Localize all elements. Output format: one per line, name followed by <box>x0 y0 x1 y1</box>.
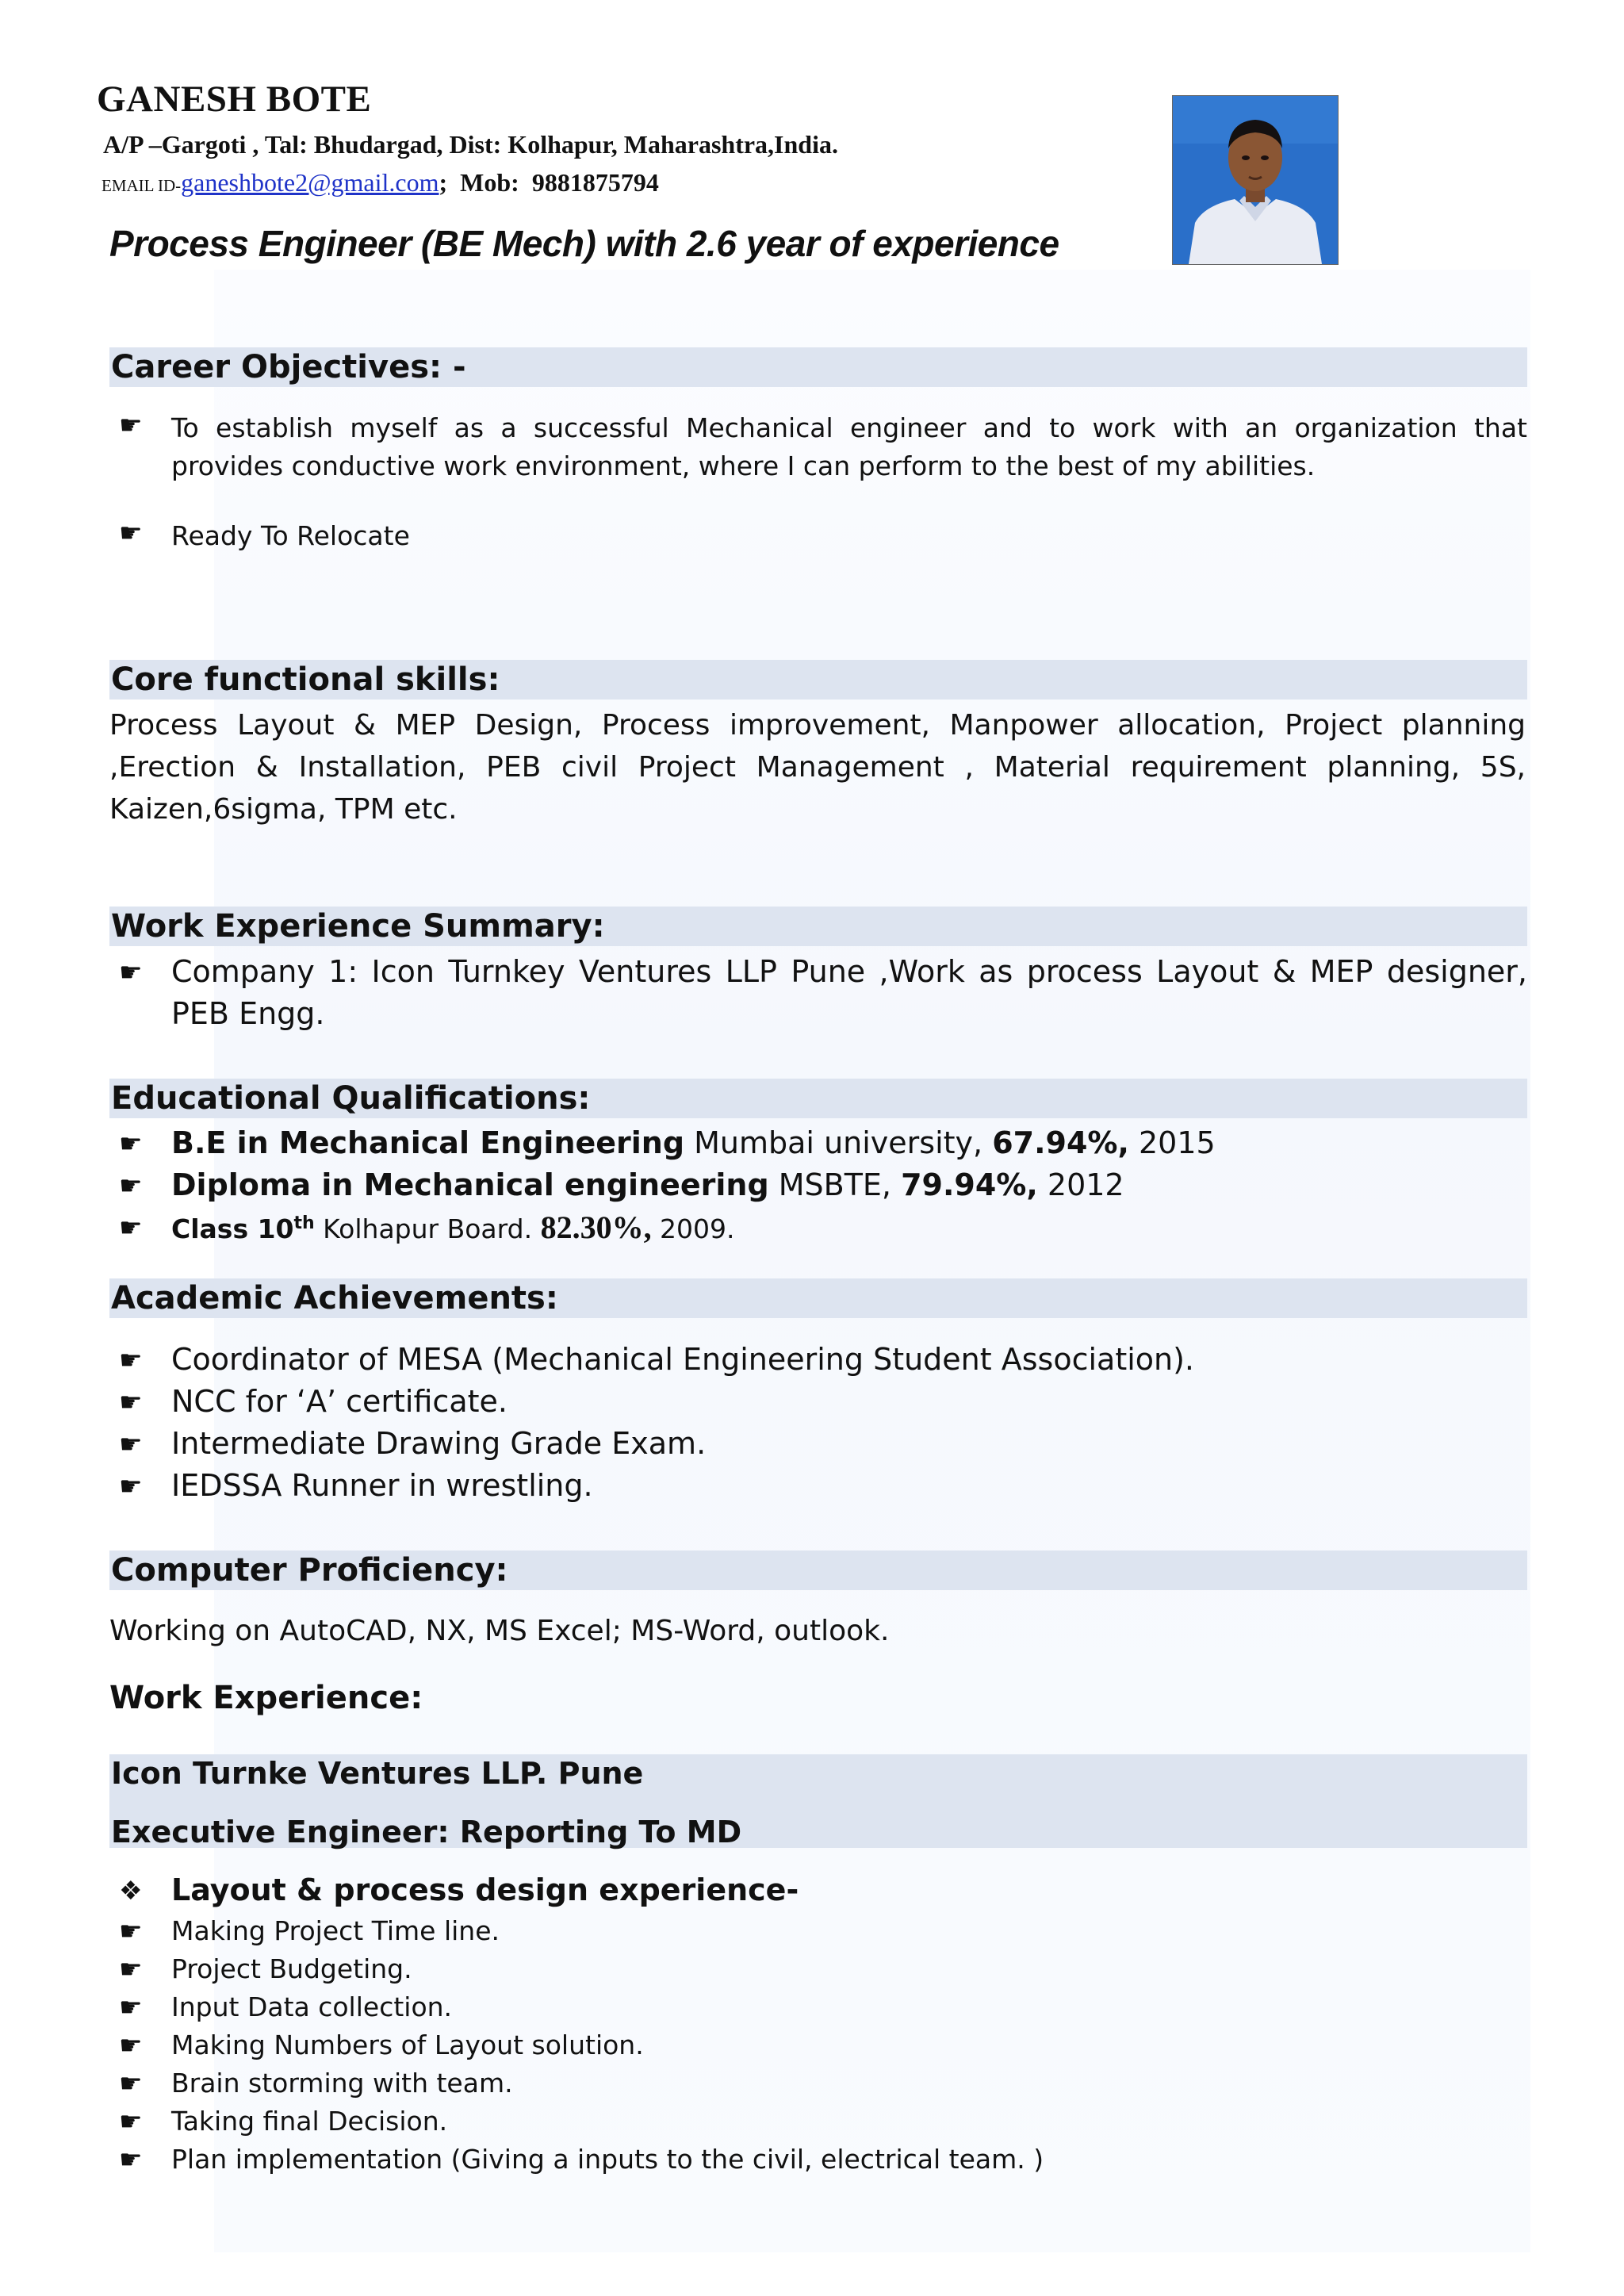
hand-pointer-icon: ☛ <box>119 2030 143 2060</box>
duty-text: Making Numbers of Layout solution. <box>171 2030 644 2060</box>
section-education: Educational Qualifications: <box>109 1079 1527 1118</box>
year-diploma: 2012 <box>1037 1167 1124 1202</box>
list-item <box>119 2064 1527 2102</box>
list-item <box>119 1339 1527 1381</box>
hand-pointer-icon: ☛ <box>119 956 143 987</box>
list-item <box>119 517 1527 555</box>
list-item <box>119 2026 1527 2064</box>
degree-be: B.E in Mechanical Engineering <box>171 1125 685 1160</box>
hand-pointer-icon: ☛ <box>119 1170 143 1201</box>
achievement-text: Intermediate Drawing Grade Exam. <box>171 1426 707 1461</box>
board-class10: Kolhapur Board. <box>314 1213 541 1244</box>
list-item <box>119 1869 1527 1911</box>
section-computer: Computer Proficiency: <box>109 1550 1527 1590</box>
list-item <box>119 1912 1527 1950</box>
list-item <box>119 1950 1527 1988</box>
board-diploma: MSBTE, <box>768 1167 902 1202</box>
score-diploma: 79.94%, <box>901 1167 1038 1202</box>
skills-text: Process Layout & MEP Design, Process improvement, Manpower allocation, Project planning ,Erection & Installation, PEB civil Project Management , Material requirement planning, 5S, Kaizen,6sigma, TPM etc. <box>109 709 1526 826</box>
hand-pointer-icon: ☛ <box>119 1212 143 1243</box>
job-role: Executive Engineer: Reporting To MD <box>111 1815 742 1849</box>
work-summary-text: Company 1: Icon Turnkey Ventures LLP Pune ,Work as process Layout & MEP designer, PEB Engg. <box>171 954 1527 1031</box>
score-be: 67.94%, <box>992 1125 1129 1160</box>
hand-pointer-icon: ☛ <box>119 1386 143 1417</box>
duty-text: Input Data collection. <box>171 1991 453 2022</box>
list-item <box>119 2102 1527 2141</box>
computer-text: Working on AutoCAD, NX, MS Excel; MS-Word, outlook. <box>109 1615 890 1647</box>
section-core-skills: Core functional skills: <box>109 660 1527 700</box>
hand-pointer-icon: ☛ <box>119 2106 143 2137</box>
achievement-text: IEDSSA Runner in wrestling. <box>171 1468 593 1503</box>
section-work-experience: Work Experience: <box>109 1680 423 1716</box>
board-be: Mumbai university, <box>684 1125 993 1160</box>
duty-text: Project Budgeting. <box>171 1953 412 1984</box>
section-achievements: Academic Achievements: <box>109 1278 1527 1318</box>
hand-pointer-icon: ☛ <box>119 409 143 440</box>
list-item <box>119 2141 1527 2179</box>
section-work-summary: Work Experience Summary: <box>109 907 1527 946</box>
hand-pointer-icon: ☛ <box>119 1953 143 1984</box>
class10-superscript: th <box>293 1213 315 1233</box>
list-item <box>119 1423 1527 1465</box>
section-career-objectives: Career Objectives: - <box>109 347 1527 387</box>
email-link[interactable]: ganeshbote2@gmail.com <box>181 168 439 197</box>
profile-photo <box>1172 95 1339 265</box>
achievement-text: Coordinator of MESA (Mechanical Engineering Student Association). <box>171 1342 1195 1377</box>
candidate-name: GANESH BOTE <box>97 79 372 120</box>
email-label: EMAIL ID- <box>102 176 182 195</box>
experience-subhead: Layout & process design experience- <box>171 1872 799 1907</box>
score-class10: 82.30%, <box>540 1209 652 1245</box>
hand-pointer-icon: ☛ <box>119 2068 143 2099</box>
career-objective-text: To establish myself as a successful Mechanical engineer and to work with an organization that provides conductive work environment, where I can perform to the best of my abilities. <box>171 412 1527 481</box>
duty-text: Plan implementation (Giving a inputs to the civil, electrical team. ) <box>171 2144 1044 2175</box>
duty-text: Making Project Time line. <box>171 1915 500 1946</box>
list-item <box>119 1988 1527 2026</box>
headline: Process Engineer (BE Mech) with 2.6 year of experience <box>109 223 1059 264</box>
relocate-text: Ready To Relocate <box>171 520 410 551</box>
hand-pointer-icon: ☛ <box>119 1915 143 1946</box>
duty-text: Brain storming with team. <box>171 2068 513 2099</box>
achievement-text: NCC for ‘A’ certificate. <box>171 1384 508 1419</box>
degree-diploma: Diploma in Mechanical engineering <box>171 1167 769 1202</box>
hand-pointer-icon: ☛ <box>119 1470 143 1501</box>
degree-class10: Class 10 <box>171 1213 294 1244</box>
hand-pointer-icon: ☛ <box>119 2144 143 2175</box>
duty-text: Taking final Decision. <box>171 2106 448 2137</box>
list-item <box>119 951 1527 1035</box>
address: A/P –Gargoti , Tal: Bhudargad, Dist: Kolhapur, Maharashtra,India. <box>103 130 838 159</box>
list-item <box>119 1122 1527 1164</box>
year-class10: 2009. <box>651 1213 735 1244</box>
list-item <box>119 1465 1527 1507</box>
list-item <box>119 1381 1527 1423</box>
list-item <box>119 1164 1527 1206</box>
contact-line <box>102 168 659 197</box>
list-item <box>119 1209 1527 1248</box>
mobile-number: 9881875794 <box>531 168 659 197</box>
mob-label: ; Mob: <box>439 168 532 197</box>
hand-pointer-icon: ☛ <box>119 517 143 548</box>
year-be: 2015 <box>1128 1125 1216 1160</box>
hand-pointer-icon: ☛ <box>119 1344 143 1375</box>
company-name: Icon Turnke Ventures LLP. Pune <box>111 1756 644 1791</box>
hand-pointer-icon: ☛ <box>119 1991 143 2022</box>
list-item <box>119 409 1527 485</box>
diamond-bullet-icon: ❖ <box>119 1875 143 1906</box>
hand-pointer-icon: ☛ <box>119 1128 143 1159</box>
hand-pointer-icon: ☛ <box>119 1428 143 1459</box>
